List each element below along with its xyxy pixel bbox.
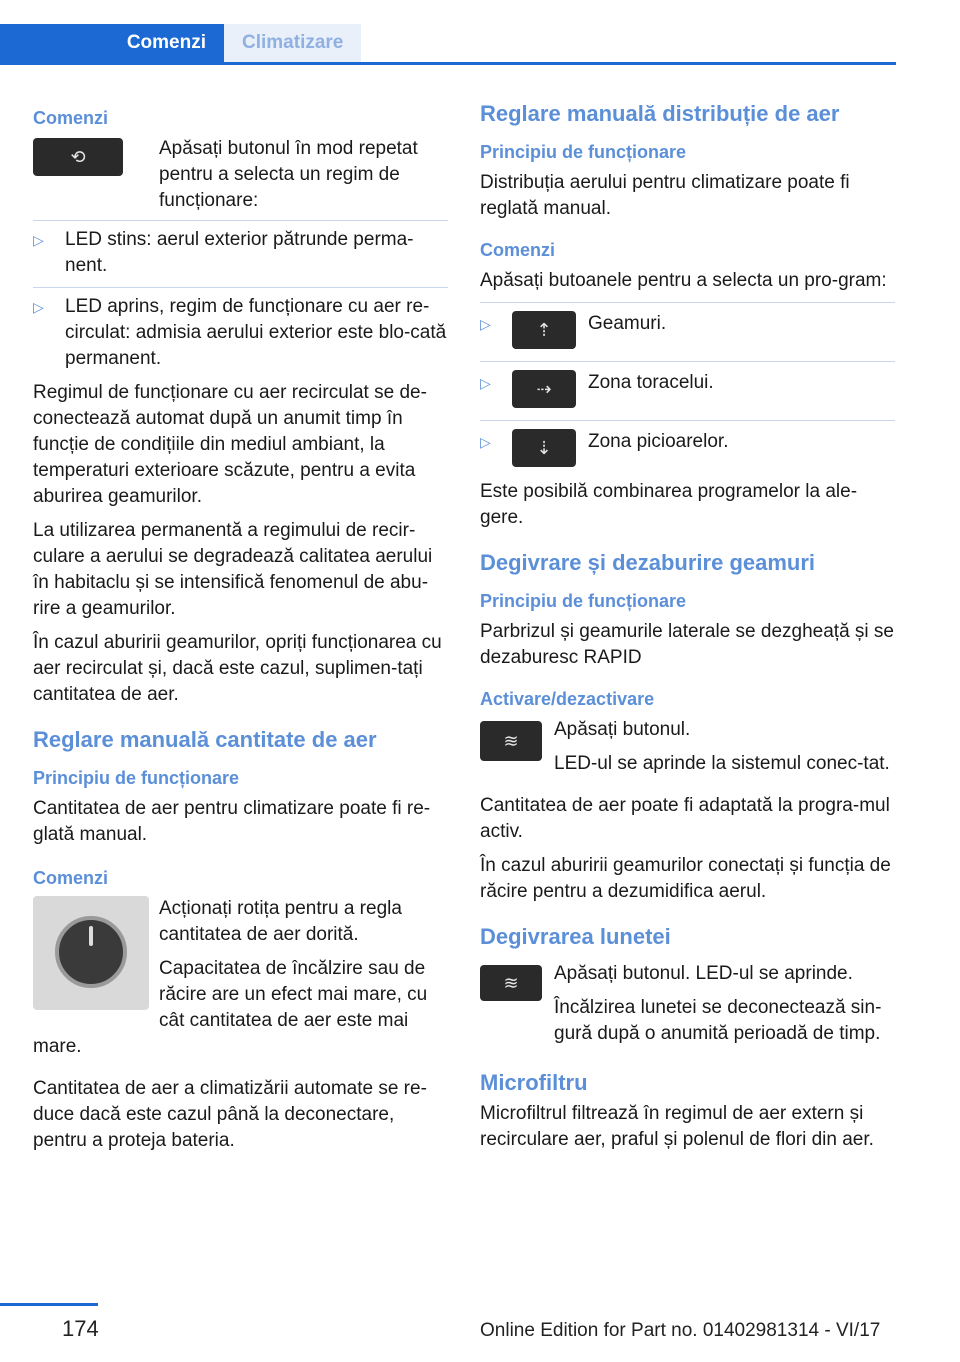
bullet-icon: ▷	[480, 316, 491, 332]
recirc-button-row	[33, 136, 448, 214]
heading-lunete: Degivrarea lunetei	[480, 924, 671, 949]
program-label: Zona picioarelor.	[588, 431, 729, 452]
left-column	[33, 100, 448, 1162]
rear-defrost-button-row	[480, 961, 895, 1047]
program-item	[480, 420, 895, 467]
paragraph: Apăsați butonul.	[554, 719, 691, 740]
rear-window-defrost-icon: ≋	[480, 965, 542, 1001]
program-item	[480, 302, 895, 349]
paragraph: Cantitatea de aer pentru climatizare poate fi re-glată manual.	[33, 798, 431, 845]
edition-note: Online Edition for Part no. 01402981314 - VI/17	[480, 1320, 881, 1341]
tab-comenzi[interactable]: Comenzi	[0, 24, 224, 62]
heading-principiu: Principiu de funcționare	[480, 142, 687, 162]
right-column	[480, 100, 895, 1161]
paragraph: Parbrizul și geamurile laterale se dezgheață și se dezaburesc RAPID	[480, 621, 894, 668]
paragraph: Microfiltrul filtrează în regimul de aer extern și recirculare aer, praful și polenul de flori din aer.	[480, 1103, 874, 1150]
heading-comenzi: Comenzi	[33, 868, 109, 888]
bullet-icon: ▷	[480, 375, 491, 391]
divider	[33, 220, 448, 221]
heading-comenzi: Comenzi	[480, 240, 556, 260]
bullet-icon: ▷	[33, 299, 44, 315]
heading-cantitate: Reglare manuală cantitate de aer	[33, 727, 377, 752]
heading-principiu: Principiu de funcționare	[33, 768, 240, 788]
knob-block	[33, 896, 448, 1060]
heading-activare: Activare/dezactivare	[480, 689, 655, 709]
bullet-icon: ▷	[480, 434, 491, 450]
paragraph: La utilizarea permanentă a regimului de recir-culare a aerului se degradează calitatea aerului în habitaclu și se intensifică fenomenul de abu-rire a geamurilor.	[33, 520, 433, 619]
paragraph: Capacitatea de încălzire sau de răcire are un efect mai mare, cu cât cantitatea de aer este mai mare.	[33, 958, 428, 1057]
footwell-airflow-icon: ⇣	[512, 429, 576, 467]
heading-distributie: Reglare manuală distribuție de aer	[480, 101, 840, 126]
paragraph: În cazul aburirii geamurilor, opriți funcționarea cu aer recirculat și, dacă este cazul, suplimen-tați cantitatea de aer.	[33, 632, 442, 705]
heading-comenzi: Comenzi	[33, 108, 109, 128]
recirc-text: Apăsați butonul în mod repetat pentru a selecta un regim de funcționare:	[159, 138, 418, 211]
tab-climatizare[interactable]: Climatizare	[224, 24, 361, 62]
heading-principiu: Principiu de funcționare	[480, 591, 687, 611]
paragraph: LED-ul se aprinde la sistemul conec-tat.	[554, 753, 890, 774]
paragraph: Distribuția aerului pentru climatizare poate fi reglată manual.	[480, 172, 850, 219]
paragraph: Regimul de funcționare cu aer recirculat se de-conectează automat după un anumit timp în funcție de condițiile din mediul ambiant, la temperaturi exterioare scăzute, pentru a evita aburirea geamurilor.	[33, 382, 427, 507]
airflow-knob-icon	[33, 896, 149, 1010]
heading-microfiltru: Microfiltru	[480, 1070, 588, 1095]
program-label: Zona toracelui.	[588, 372, 714, 393]
paragraph: Cantitatea de aer poate fi adaptată la progra-mul activ.	[480, 795, 890, 842]
defrost-button-row	[480, 717, 895, 787]
bullet-icon: ▷	[33, 232, 44, 248]
heading-degivrare: Degivrare și dezaburire geamuri	[480, 550, 816, 575]
paragraph: Apăsați butonul. LED-ul se aprinde.	[554, 963, 853, 984]
footer-rule	[0, 1303, 98, 1306]
program-label: Geamuri.	[588, 313, 667, 334]
chest-airflow-icon: ⇢	[512, 370, 576, 408]
paragraph: Încălzirea lunetei se deconectează sin-gură după o anumită perioadă de timp.	[554, 997, 882, 1044]
paragraph: Este posibilă combinarea programelor la ale-gere.	[480, 481, 858, 528]
paragraph: Acționați rotița pentru a regla cantitatea de aer dorită.	[159, 898, 402, 945]
paragraph: În cazul aburirii geamurilor conectați și funcția de răcire pentru a dezumidifica aerul.	[480, 855, 891, 902]
list-item: ▷ LED stins: aerul exterior pătrunde perma-nent.	[33, 229, 414, 276]
windshield-airflow-icon: ⇡	[512, 311, 576, 349]
windshield-defrost-icon: ≋	[480, 721, 542, 761]
recirculation-button-icon: ⟲	[33, 138, 123, 176]
divider	[33, 287, 448, 288]
top-tabs	[0, 24, 896, 65]
list-item: ▷ LED aprins, regim de funcționare cu aer re-circulat: admisia aerului exterior este blo-cată permanent.	[33, 296, 447, 369]
program-item	[480, 361, 895, 408]
paragraph: Apăsați butoanele pentru a selecta un pro-gram:	[480, 270, 887, 291]
paragraph: Cantitatea de aer a climatizării automate se re-duce dacă este cazul până la deconectare, pentru a proteja bateria.	[33, 1078, 427, 1151]
page-number: 174	[62, 1316, 99, 1341]
